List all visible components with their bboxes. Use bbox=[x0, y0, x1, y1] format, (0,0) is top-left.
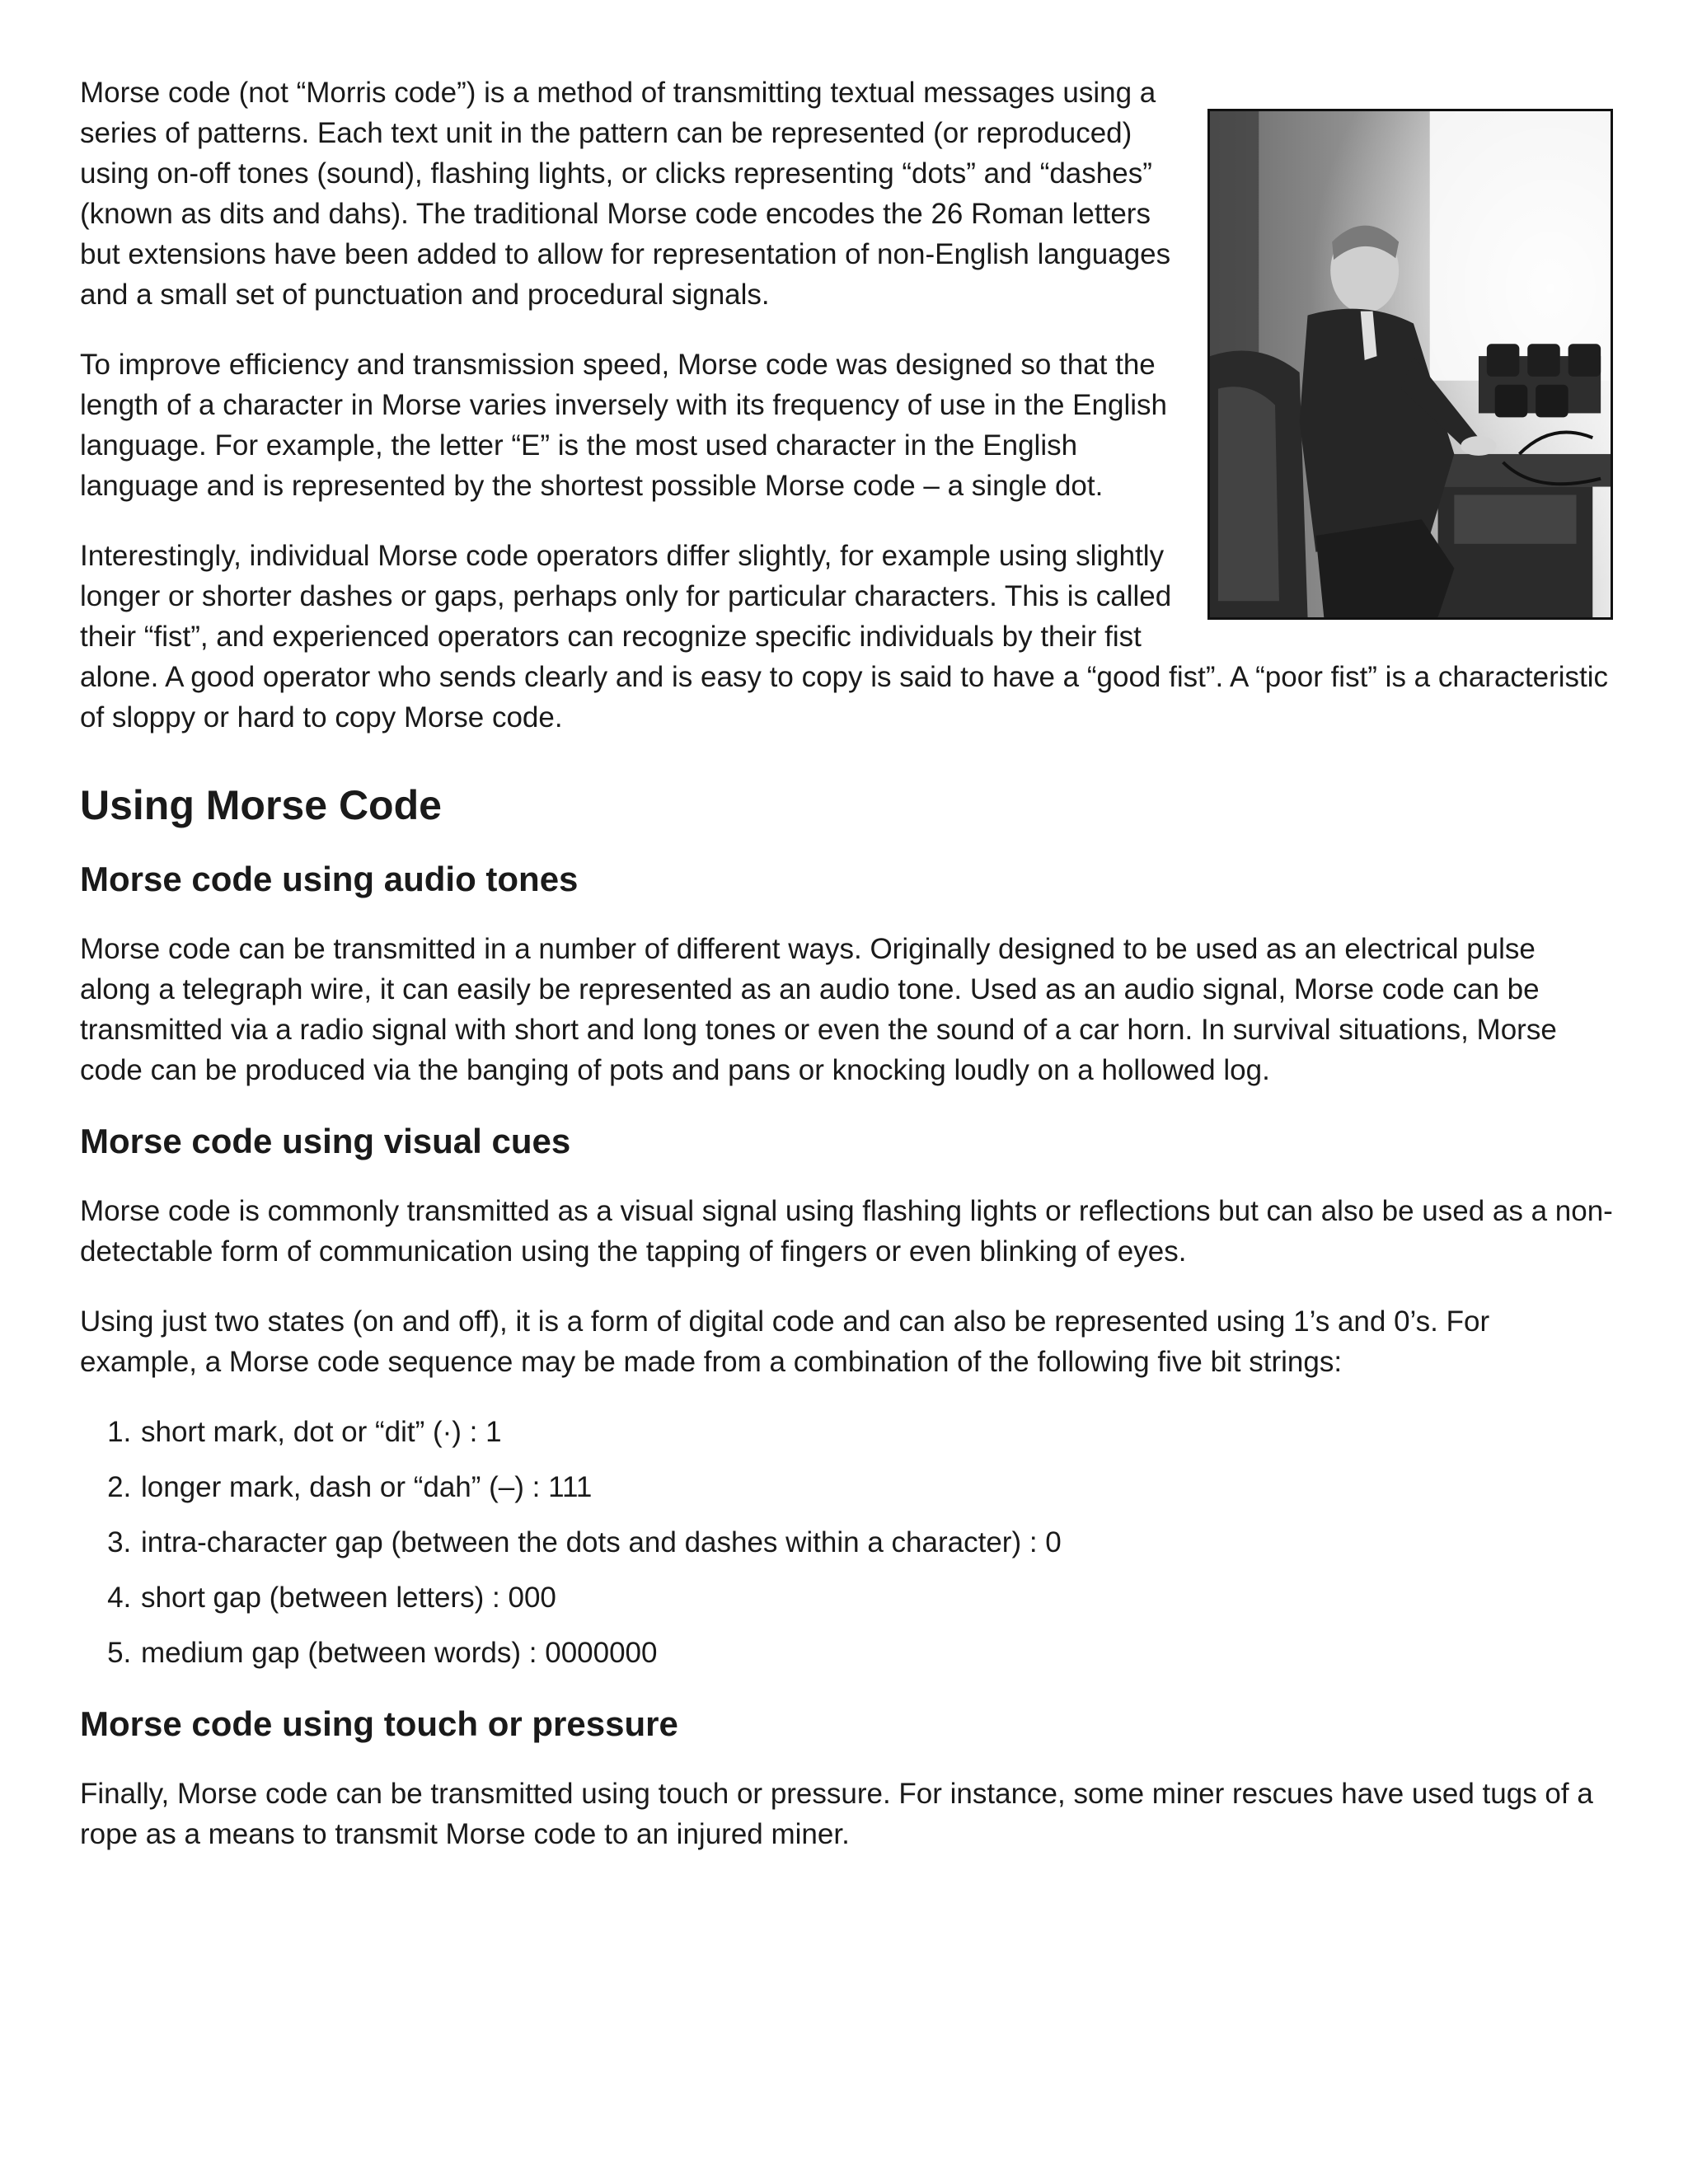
telegraph-operator-photo bbox=[1207, 109, 1613, 620]
bit-string-list bbox=[80, 1412, 1613, 1673]
visual-paragraph-1: Morse code is commonly transmitted as a visual signal using flashing lights or reflections but can also be used as a non-detectable form of communication using the tapping of fingers or even blinking of eyes. bbox=[80, 1195, 1613, 1268]
audio-paragraph: Morse code can be transmitted in a number of different ways. Originally designed to be used as an electrical pulse along a telegraph wire, it can easily be represented as an audio tone. Used as an audio signal, Morse code can be transmitted via a radio signal with short and long tones or even the sound of a car horn. In survival situations, Morse code can be produced via the banging of pots and pans or knocking loudly on a hollowed log. bbox=[80, 933, 1557, 1086]
audio-heading: Morse code using audio tones bbox=[80, 860, 579, 898]
list-item: 1. short mark, dot or “dit” (·) : 1 bbox=[139, 1412, 1613, 1452]
section-title: Using Morse Code bbox=[80, 782, 442, 828]
list-item: 4. short gap (between letters) : 000 bbox=[139, 1577, 1613, 1618]
visual-paragraph-2: Using just two states (on and off), it is a form of digital code and can also be represented using 1’s and 0’s. For example, a Morse code sequence may be made from a combination of the following five bit strings: bbox=[80, 1305, 1490, 1378]
list-item: 2. longer mark, dash or “dah” (–) : 111 bbox=[139, 1467, 1613, 1507]
telegraph-operator-illustration bbox=[1210, 111, 1611, 617]
intro-paragraph-3: Interestingly, individual Morse code operators differ slightly, for example using slightly longer or shorter dashes or gaps, perhaps only for particular characters. This is called their “fist”, and experienced operators can recognize specific individuals by their fist alone. A good operator who sends clearly and is easy to copy is said to have a “good fist”. A “poor fist” is a characteristic of sloppy or hard to copy Morse code. bbox=[80, 540, 1609, 733]
intro-paragraph-1: Morse code (not “Morris code”) is a method of transmitting textual messages using a series of patterns. Each text unit in the pattern can be represented (or reproduced) using on-off tones (sound), flashing lights, or clicks representing “dots” and “dashes” (known as dits and dahs). The traditional Morse code encodes the 26 Roman letters but extensions have been added to allow for representation of non-English languages and a small set of punctuation and procedural signals. bbox=[80, 77, 1171, 311]
intro-paragraph-2: To improve efficiency and transmission speed, Morse code was designed so that the length of a character in Morse varies inversely with its frequency of use in the English language. For example, the letter “E” is the most used character in the English language and is represented by the shortest possible Morse code – a single dot. bbox=[80, 349, 1167, 502]
touch-paragraph: Finally, Morse code can be transmitted using touch or pressure. For instance, some miner rescues have used tugs of a rope as a means to transmit Morse code to an injured miner. bbox=[80, 1778, 1593, 1850]
touch-heading: Morse code using touch or pressure bbox=[80, 1704, 678, 1743]
list-item: 5. medium gap (between words) : 0000000 bbox=[139, 1633, 1613, 1673]
article bbox=[80, 73, 1613, 1884]
intro-section bbox=[80, 73, 1613, 738]
list-item: 3. intra-character gap (between the dots and dashes within a character) : 0 bbox=[139, 1522, 1613, 1563]
visual-heading: Morse code using visual cues bbox=[80, 1122, 571, 1160]
